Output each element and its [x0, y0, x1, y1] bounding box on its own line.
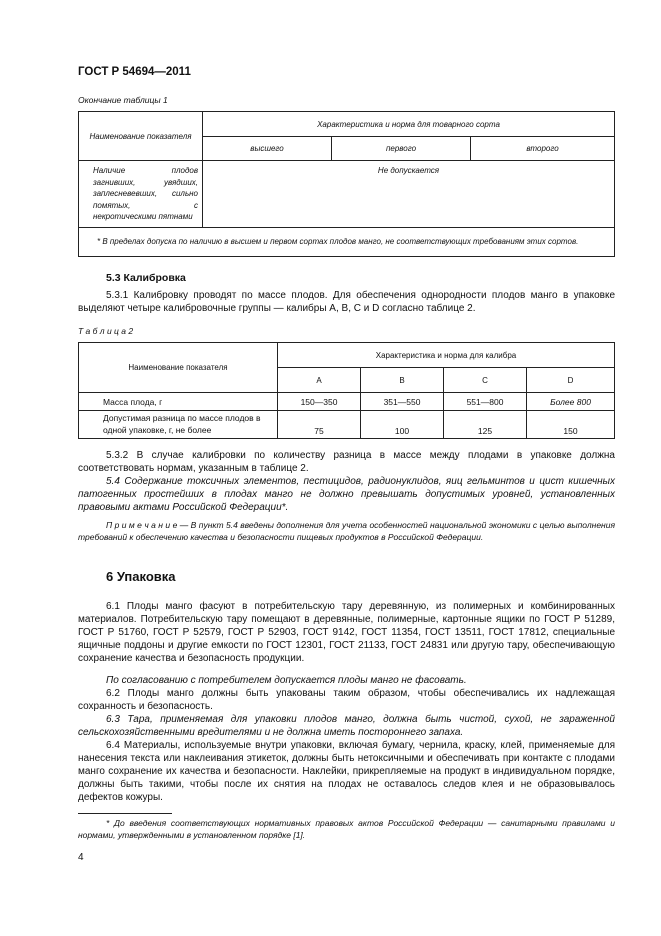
table2-cell: 100	[361, 411, 444, 439]
footnote-divider	[78, 813, 172, 814]
table2-row-name: Масса плода, г	[79, 393, 278, 411]
table1-head-group: Характеристика и норма для товарного сорта	[203, 112, 615, 137]
table2-caliber: C	[444, 368, 527, 393]
table1-footnote: * В пределах допуска по наличию в высшем и первом сортах плодов манго, не соответствующих требованиям этих сортов.	[79, 228, 615, 257]
table1-grade: первого	[332, 137, 471, 161]
table2-caliber: B	[361, 368, 444, 393]
table1	[78, 111, 615, 257]
table2-cell: 75	[278, 411, 361, 439]
paragraph-6-2: 6.2 Плоды манго должны быть упакованы таким образом, чтобы обеспечивались их надлежащая сохранность и безопасность.	[78, 688, 615, 712]
table2-caliber: D	[527, 368, 615, 393]
paragraph-6-4: 6.4 Материалы, используемые внутри упаковки, включая бумагу, чернила, краску, клей, применяемые для нанесения текста или наклеивания этикеток, должны быть нетоксичными и обеспечивать при контакте с плодами манго сохранение их качества и безопасности. Наклейки, прикрепляемые на продукт в индивидуальном порядке, должны быть такими, чтобы после их снятия на плодах не оставалось следов клея и не образовывалось дефектов кожуры.	[78, 740, 615, 803]
table1-row-value: Не допускается	[203, 161, 615, 228]
table1-head-name: Наименование показателя	[79, 112, 203, 161]
table1-grade: второго	[471, 137, 615, 161]
table2-head-group: Характеристика и норма для калибра	[278, 343, 615, 368]
table2-caption: Т а б л и ц а 2	[78, 326, 134, 336]
paragraph-6-1: 6.1 Плоды манго фасуют в потребительскую тару деревянную, из полимерных и комбинированных материалов. Потребительскую тару помещают в деревянные, полимерные, картонные ящики по ГОСТ Р 51289, ГОСТ Р 51760, ГОСТ Р 52579, ГОСТ Р 52903, ГОСТ 9142, ГОСТ 11354, ГОСТ 13511, ГОСТ 17812, специальные ящичные поддоны и другие емкости по ГОСТ 12301, ГОСТ 21133, ГОСТ 24831 или другую тару, обеспечивающую сохранение качества и безопасность продукции.	[78, 601, 615, 664]
paragraph-5-3-2: 5.3.2 В случае калибровки по количеству разница в массе между плодами в упаковке должна соответствовать нормам, указанным в таблице 2.	[78, 450, 615, 474]
table1-caption: Окончание таблицы 1	[78, 95, 168, 105]
paragraph-5-3-1: 5.3.1 Калибровку проводят по массе плодов. Для обеспечения однородности плодов манго в упаковке выделяют четыре калибровочные группы — калибры A, B, C и D согласно таблице 2.	[78, 290, 615, 314]
table2	[78, 342, 615, 439]
section-6-title: 6 Упаковка	[106, 569, 176, 584]
table1-row-name: Наличие плодов загнивших, увядших, заплесневевших, сильно помятых, с некротическими пятнами	[79, 161, 203, 228]
page-number: 4	[78, 852, 84, 863]
table1-grade: высшего	[203, 137, 332, 161]
paragraph-5-4: 5.4 Содержание токсичных элементов, пестицидов, радионуклидов, яиц гельминтов и цист кишечных патогенных простейших в плодах манго не должно превышать допустимых уровней, установленных правовыми актами Российской Федерации*.	[78, 476, 615, 513]
table2-cell: 551—800	[444, 393, 527, 411]
table2-cell: 150	[527, 411, 615, 439]
note: П р и м е ч а н и е — В пункт 5.4 введены дополнения для учета особенностей национальной экономики с целью выполнения требований к обеспечению качества и безопасности пищевых продуктов в Российской Федерации.	[78, 520, 615, 542]
table2-head-name: Наименование показателя	[79, 343, 278, 393]
table2-row-name: Допустимая разница по массе плодов в одной упаковке, г, не более	[79, 411, 278, 439]
footnote: * До введения соответствующих нормативных правовых актов Российской Федерации — санитарными правилами и нормами, утвержденными в установленном порядке [1].	[78, 818, 615, 840]
paragraph-6-1b: По согласованию с потребителем допускается плоды манго не фасовать.	[106, 675, 467, 686]
document-title: ГОСТ Р 54694—2011	[78, 66, 191, 78]
table2-cell: 125	[444, 411, 527, 439]
table2-cell: 351—550	[361, 393, 444, 411]
paragraph-6-3: 6.3 Тара, применяемая для упаковки плодов манго, должна быть чистой, сухой, не зараженной сельскохозяйственными вредителями и не должна иметь постороннего запаха.	[78, 714, 615, 738]
table2-caliber: A	[278, 368, 361, 393]
table2-cell: Более 800	[527, 393, 615, 411]
section-5-3-title: 5.3 Калибровка	[106, 272, 186, 284]
table2-cell: 150—350	[278, 393, 361, 411]
